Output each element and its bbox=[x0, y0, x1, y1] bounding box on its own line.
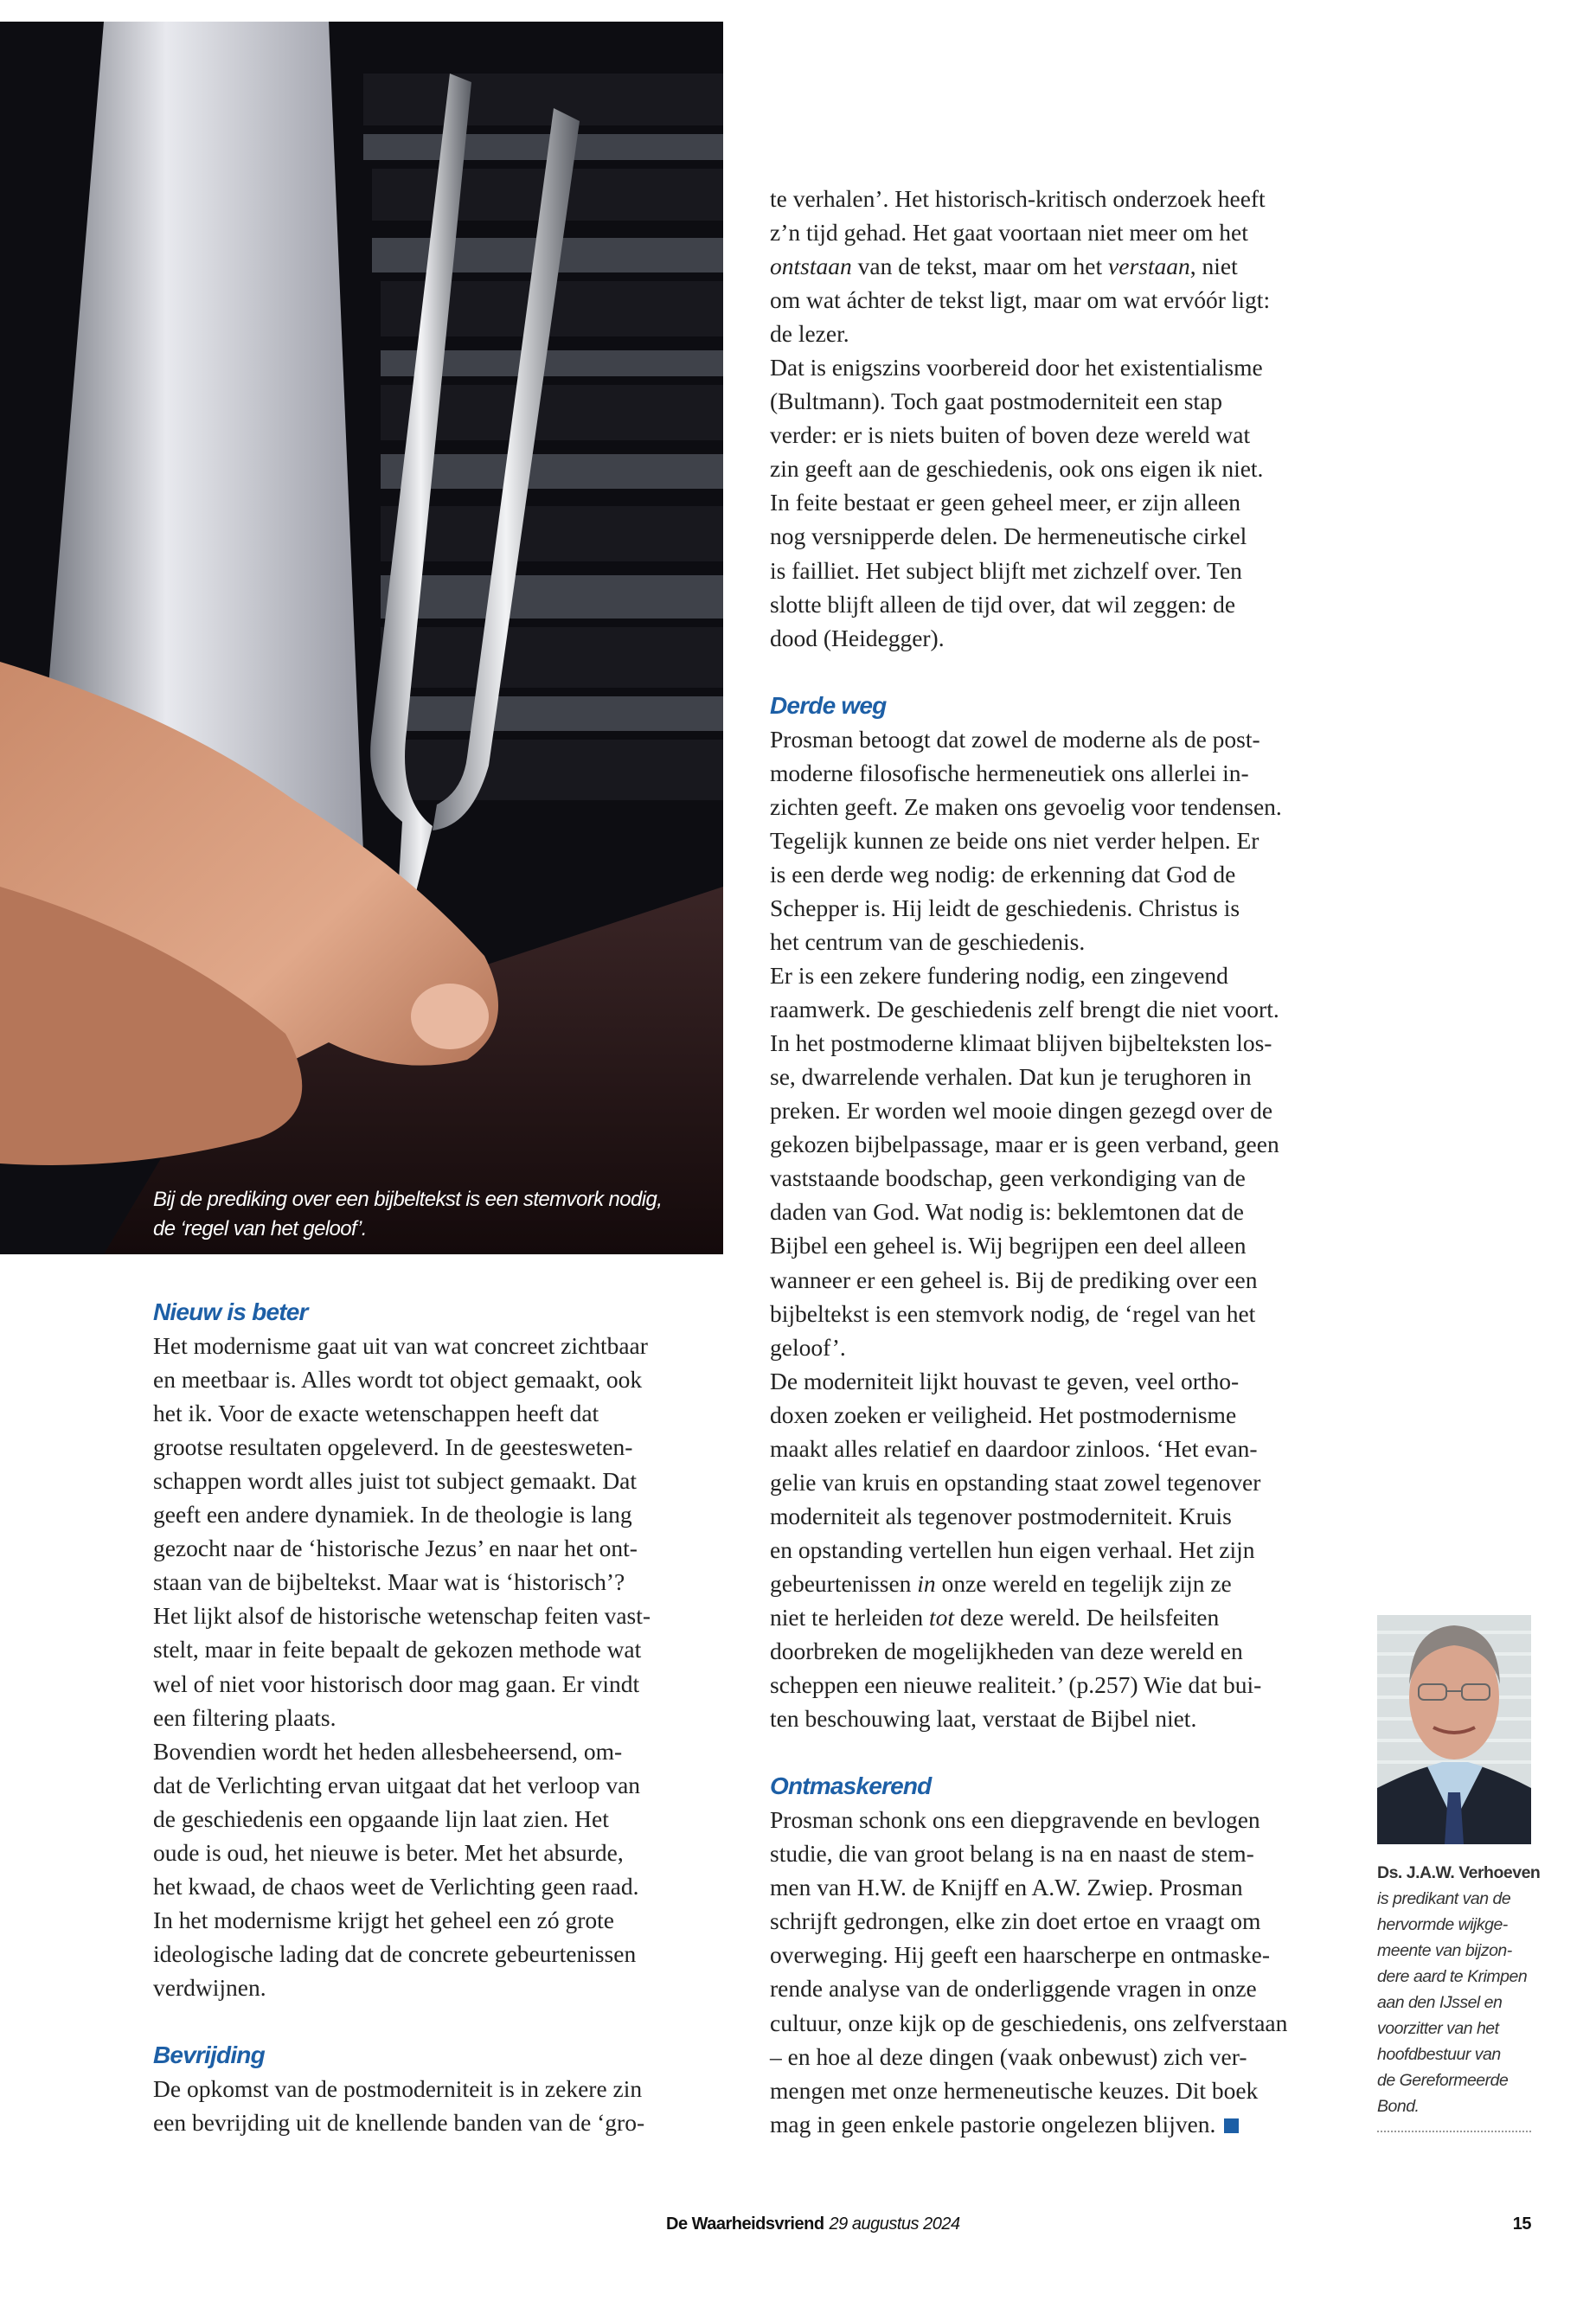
right-text-column bbox=[770, 182, 1287, 2141]
text-segment: stelt, maar in feite bepaalt de gekozen methode wat bbox=[153, 1636, 642, 1663]
author-name: Ds. J.A.W. Verhoeven bbox=[1377, 1863, 1541, 1882]
text-segment: moderne filosofische hermeneutiek ons allerlei in- bbox=[770, 759, 1249, 786]
text-line bbox=[153, 1464, 651, 1497]
text-line bbox=[153, 1903, 651, 1937]
text-segment: slotte blijft alleen de tijd over, dat wil zeggen: de bbox=[770, 590, 1236, 618]
text-segment: oude is oud, het nieuwe is beter. Met het absurde, bbox=[153, 1838, 624, 1866]
bio-line: hoofdbestuur van bbox=[1377, 2045, 1501, 2064]
text-line bbox=[770, 1330, 1287, 1364]
text-line bbox=[153, 1937, 651, 1971]
text-segment: Er is een zekere fundering nodig, een zingevend bbox=[770, 962, 1228, 990]
text-segment: preken. Er worden wel mooie dingen gezegd over de bbox=[770, 1097, 1273, 1125]
paragraph-spacer bbox=[153, 2004, 651, 2038]
text-segment: het ik. Voor de exacte wetenschappen heeft dat bbox=[153, 1400, 599, 1427]
text-segment: In het postmoderne klimaat blijven bijbelteksten los- bbox=[770, 1029, 1272, 1057]
text-line bbox=[770, 2107, 1287, 2141]
bio-line: meente van bijzon- bbox=[1377, 1941, 1512, 1960]
text-segment: het kwaad, de chaos weet de Verlichting geen raad. bbox=[153, 1872, 639, 1900]
text-line bbox=[153, 1701, 651, 1734]
text-segment: wel of niet voor historisch door mag gaan. Er vindt bbox=[153, 1670, 640, 1697]
text-line bbox=[770, 1836, 1287, 1870]
text-line bbox=[770, 2006, 1287, 2040]
text-line bbox=[770, 452, 1287, 485]
text-line bbox=[770, 1499, 1287, 1533]
text-line bbox=[770, 790, 1287, 824]
text-segment: wanneer er een geheel is. Bij de prediking over een bbox=[770, 1266, 1258, 1293]
paragraph-spacer bbox=[770, 1735, 1287, 1769]
page-number: 15 bbox=[1512, 2214, 1531, 2234]
text-segment: geloof’. bbox=[770, 1333, 846, 1361]
text-line bbox=[770, 1297, 1287, 1330]
text-line bbox=[770, 1533, 1287, 1567]
bio-line: aan den IJssel en bbox=[1377, 1993, 1503, 2012]
footer-publication bbox=[666, 2214, 960, 2234]
section-heading: Derde weg bbox=[770, 691, 887, 719]
text-line bbox=[153, 1362, 651, 1396]
text-segment: rende analyse van de onderliggende vragen in onze bbox=[770, 1975, 1257, 2003]
text-line bbox=[770, 1398, 1287, 1432]
text-segment: raamwerk. De geschiedenis zelf brengt die niet voort. bbox=[770, 996, 1279, 1023]
text-segment: Bijbel een geheel is. Wij begrijpen een deel alleen bbox=[770, 1232, 1247, 1259]
emphasized-text: verstaan bbox=[1108, 253, 1190, 280]
text-segment: vaststaande boodschap, geen verkondiging van de bbox=[770, 1164, 1246, 1192]
text-segment: en opstanding vertellen hun eigen verhaal. Het zijn bbox=[770, 1535, 1255, 1563]
text-segment: Bovendien wordt het heden allesbeheersend, om- bbox=[153, 1737, 623, 1765]
text-line bbox=[770, 1904, 1287, 1938]
text-segment: onze wereld en tegelijk zijn ze bbox=[935, 1569, 1232, 1597]
text-segment: Prosman schonk ons een diepgravende en bevlogen bbox=[770, 1806, 1260, 1834]
text-segment: schappen wordt alles juist tot subject gemaakt. Dat bbox=[153, 1467, 638, 1495]
emphasized-text: tot bbox=[929, 1603, 955, 1631]
text-segment: niet te herleiden bbox=[770, 1603, 930, 1631]
text-line bbox=[770, 958, 1287, 992]
text-line bbox=[770, 485, 1287, 519]
text-segment: gebeurtenissen bbox=[770, 1569, 918, 1597]
text-segment: , niet bbox=[1189, 253, 1238, 280]
text-segment: het centrum van de geschiedenis. bbox=[770, 928, 1086, 956]
text-segment: mag in geen enkele pastorie ongelezen blijven. bbox=[770, 2110, 1216, 2138]
text-line bbox=[770, 554, 1287, 587]
text-line bbox=[770, 587, 1287, 621]
text-line bbox=[770, 1195, 1287, 1228]
text-line bbox=[770, 1026, 1287, 1060]
text-line bbox=[153, 1869, 651, 1903]
text-line bbox=[153, 1531, 651, 1565]
text-segment: is een derde weg nodig: de erkenning dat God de bbox=[770, 860, 1236, 888]
text-segment: om wat áchter de tekst ligt, maar om wat ervóór ligt: bbox=[770, 286, 1271, 314]
text-segment: staan van de bijbeltekst. Maar wat is ‘historisch’? bbox=[153, 1568, 625, 1596]
text-line bbox=[770, 2040, 1287, 2073]
text-line bbox=[770, 418, 1287, 452]
text-line bbox=[770, 384, 1287, 418]
text-segment: de lezer. bbox=[770, 320, 849, 348]
text-line bbox=[770, 215, 1287, 249]
text-line bbox=[153, 1329, 651, 1362]
text-line bbox=[770, 249, 1287, 283]
text-line bbox=[153, 2106, 651, 2139]
text-segment: verder: er is niets buiten of boven deze wereld wat bbox=[770, 421, 1251, 449]
text-segment: doxen zoeken er veiligheid. Het postmodernisme bbox=[770, 1400, 1237, 1428]
text-line bbox=[770, 1465, 1287, 1499]
tuning-fork-photo bbox=[0, 22, 723, 1254]
text-segment: grootse resultaten opgeleverd. In de geestesweten- bbox=[153, 1433, 633, 1461]
text-segment: z’n tijd gehad. Het gaat voortaan niet meer om het bbox=[770, 219, 1248, 247]
text-line bbox=[770, 992, 1287, 1026]
text-line bbox=[770, 1364, 1287, 1398]
text-segment: overweging. Hij geeft een haarscherpe en ontmaske- bbox=[770, 1941, 1271, 1969]
text-segment: ideologische lading dat de concrete gebeurtenissen bbox=[153, 1939, 637, 1967]
text-segment: Schepper is. Hij leidt de geschiedenis. Christus is bbox=[770, 894, 1240, 921]
text-line bbox=[770, 1432, 1287, 1465]
author-bio bbox=[1377, 1860, 1550, 2119]
caption-line: de ‘regel van het geloof’. bbox=[153, 1217, 367, 1240]
text-line bbox=[153, 1599, 651, 1632]
text-segment: dat de Verlichting ervan uitgaat dat het verloop van bbox=[153, 1771, 641, 1798]
text-segment: schrijft gedrongen, elke zin doet ertoe en vraagt om bbox=[770, 1907, 1261, 1935]
text-line bbox=[153, 1430, 651, 1464]
text-segment: een bevrijding uit de knellende banden van de ‘gro- bbox=[153, 2109, 645, 2137]
text-segment: te verhalen’. Het historisch-kritisch onderzoek heeft bbox=[770, 185, 1266, 212]
text-segment: zichten geeft. Ze maken ons gevoelig voor tendensen. bbox=[770, 792, 1282, 820]
text-segment: nog versnipperde delen. De hermeneutische cirkel bbox=[770, 522, 1247, 550]
text-segment: bijbeltekst is een stemvork nodig, de ‘regel van het bbox=[770, 1299, 1256, 1327]
text-line bbox=[153, 1565, 651, 1599]
text-segment: van de tekst, maar om het bbox=[851, 253, 1109, 280]
text-line bbox=[770, 317, 1287, 350]
text-segment: daden van God. Wat nodig is: beklemtonen dat de bbox=[770, 1198, 1244, 1226]
text-line bbox=[770, 2073, 1287, 2107]
section-heading: Bevrijding bbox=[153, 2041, 265, 2069]
author-photo bbox=[1377, 1615, 1531, 1844]
text-segment: Tegelijk kunnen ze beide ons niet verder helpen. Er bbox=[770, 826, 1259, 854]
text-line bbox=[770, 1634, 1287, 1668]
emphasized-text: ontstaan bbox=[770, 253, 852, 280]
text-line bbox=[770, 1228, 1287, 1262]
section-heading: Nieuw is beter bbox=[153, 1298, 308, 1325]
text-line bbox=[770, 1870, 1287, 1904]
text-segment: ten beschouwing laat, verstaat de Bijbel niet. bbox=[770, 1705, 1197, 1733]
bio-line: de Gereformeerde bbox=[1377, 2071, 1509, 2090]
photo-caption bbox=[153, 1185, 662, 1244]
text-line bbox=[770, 1127, 1287, 1161]
text-segment: zin geeft aan de geschiedenis, ook ons eigen ik niet. bbox=[770, 455, 1264, 483]
text-segment: gezocht naar de ‘historische Jezus’ en naar het ont- bbox=[153, 1535, 638, 1562]
bio-line: hervormde wijkge- bbox=[1377, 1915, 1508, 1934]
bio-line: Bond. bbox=[1377, 2097, 1420, 2116]
text-line bbox=[770, 350, 1287, 384]
text-line bbox=[770, 1668, 1287, 1702]
text-line bbox=[770, 1060, 1287, 1093]
text-segment: moderniteit als tegenover postmoderniteit. Kruis bbox=[770, 1502, 1232, 1529]
text-segment: scheppen een nieuwe realiteit.’ (p.257) Wie dat bui- bbox=[770, 1671, 1262, 1699]
text-line bbox=[770, 1600, 1287, 1634]
section-heading: Ontmaskerend bbox=[770, 1772, 932, 1800]
text-segment: se, dwarrelende verhalen. Dat kun je terughoren in bbox=[770, 1063, 1252, 1091]
left-text-column bbox=[153, 1295, 651, 2139]
text-segment: de geschiedenis een opgaande lijn laat zien. Het bbox=[153, 1804, 609, 1832]
bio-line: is predikant van de bbox=[1377, 1889, 1511, 1908]
text-line bbox=[153, 1497, 651, 1531]
end-of-article-square-icon bbox=[1224, 2118, 1239, 2133]
text-segment: en meetbaar is. Alles wordt tot object gemaakt, ook bbox=[153, 1366, 643, 1394]
text-line bbox=[770, 1803, 1287, 1836]
text-segment: In feite bestaat er geen geheel meer, er zijn alleen bbox=[770, 489, 1240, 516]
text-line bbox=[153, 1836, 651, 1869]
bio-line: voorzitter van het bbox=[1377, 2019, 1499, 2038]
text-line bbox=[770, 824, 1287, 857]
issue-date: 29 augustus 2024 bbox=[829, 2214, 960, 2234]
text-line bbox=[770, 519, 1287, 553]
text-line bbox=[770, 1567, 1287, 1600]
bio-divider bbox=[1377, 2131, 1531, 2132]
text-segment: De moderniteit lijkt houvast te geven, veel ortho- bbox=[770, 1367, 1240, 1394]
text-line bbox=[153, 1802, 651, 1836]
text-line bbox=[153, 1971, 651, 2004]
text-segment: maakt alles relatief en daardoor zinloos. ‘Het evan- bbox=[770, 1434, 1258, 1462]
text-segment: een filtering plaats. bbox=[153, 1703, 337, 1731]
text-line bbox=[770, 756, 1287, 790]
tuning-fork-image bbox=[0, 22, 723, 1254]
bio-line: dere aard te Krimpen bbox=[1377, 1967, 1528, 1986]
text-line bbox=[153, 1734, 651, 1768]
text-segment: Het lijkt alsof de historische wetenschap feiten vast- bbox=[153, 1602, 651, 1630]
magazine-name: De Waarheidsvriend bbox=[666, 2214, 824, 2234]
emphasized-text: in bbox=[917, 1569, 936, 1597]
text-segment: is failliet. Het subject blijft met zichzelf over. Ten bbox=[770, 556, 1242, 584]
text-line bbox=[153, 1768, 651, 1802]
text-line bbox=[153, 1396, 651, 1430]
text-segment: studie, die van groot belang is na en naast de stem- bbox=[770, 1840, 1254, 1868]
text-segment: deze wereld. De heilsfeiten bbox=[954, 1603, 1220, 1631]
text-segment: men van H.W. de Knijff en A.W. Zwiep. Prosman bbox=[770, 1874, 1243, 1901]
text-line bbox=[770, 1971, 1287, 2005]
text-segment: cultuur, onze kijk op de geschiedenis, ons zelfverstaan bbox=[770, 2009, 1288, 2036]
text-segment: (Bultmann). Toch gaat postmoderniteit een stap bbox=[770, 388, 1222, 415]
text-segment: verdwijnen. bbox=[153, 1973, 266, 2001]
caption-line: Bij de prediking over een bijbeltekst is een stemvork nodig, bbox=[153, 1188, 663, 1211]
text-line bbox=[770, 925, 1287, 958]
text-segment: In het modernisme krijgt het geheel een zó grote bbox=[153, 1906, 615, 1933]
text-line bbox=[770, 1702, 1287, 1735]
text-line bbox=[153, 1667, 651, 1701]
text-segment: Het modernisme gaat uit van wat concreet zichtbaar bbox=[153, 1332, 648, 1360]
text-line bbox=[770, 1093, 1287, 1127]
paragraph-spacer bbox=[770, 655, 1287, 689]
text-segment: mengen met onze hermeneutische keuzes. Dit boek bbox=[770, 2076, 1259, 2104]
text-line bbox=[770, 1161, 1287, 1195]
text-line bbox=[770, 621, 1287, 655]
text-line bbox=[770, 283, 1287, 317]
text-segment: – en hoe al deze dingen (vaak onbewust) zich ver- bbox=[770, 2042, 1247, 2070]
text-line bbox=[770, 722, 1287, 756]
text-line bbox=[153, 1632, 651, 1666]
text-segment: Dat is enigszins voorbereid door het existentialisme bbox=[770, 354, 1263, 381]
text-segment: dood (Heidegger). bbox=[770, 624, 945, 651]
text-line bbox=[770, 1938, 1287, 1971]
text-line bbox=[153, 2072, 651, 2106]
text-segment: geeft een andere dynamiek. In de theologie is lang bbox=[153, 1501, 632, 1529]
text-line bbox=[770, 182, 1287, 215]
text-segment: gelie van kruis en opstanding staat zowel tegenover bbox=[770, 1468, 1261, 1496]
text-segment: Prosman betoogt dat zowel de moderne als de post- bbox=[770, 725, 1260, 753]
text-line bbox=[770, 857, 1287, 891]
text-segment: doorbreken de mogelijkheden van deze wereld en bbox=[770, 1638, 1243, 1665]
text-segment: gekozen bijbelpassage, maar er is geen verband, geen bbox=[770, 1131, 1279, 1158]
text-line bbox=[770, 891, 1287, 925]
text-line bbox=[770, 1263, 1287, 1297]
text-segment: De opkomst van de postmoderniteit is in zekere zin bbox=[153, 2075, 643, 2103]
author-portrait-image bbox=[1377, 1615, 1531, 1844]
